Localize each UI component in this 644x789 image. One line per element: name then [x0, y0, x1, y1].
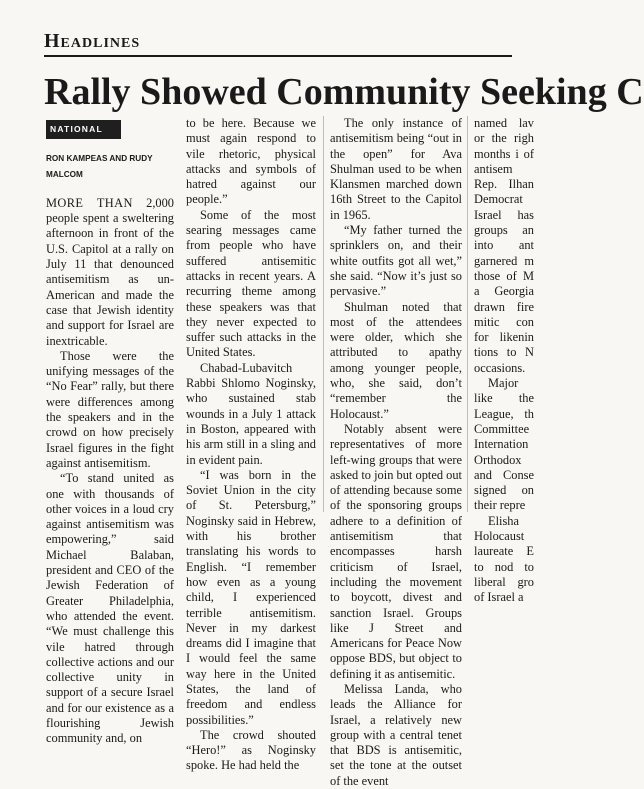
article-paragraph: to be here. Because we must again respond to vile rhetoric, physical attacks and symbols of hatred against our people.”	[186, 116, 316, 207]
article-paragraph: Elisha Holocaust laureate E to nod to liberal gro of Israel a	[474, 513, 534, 605]
article-paragraph: Shulman noted that most of the attendees were older, which she attributed to apathy among younger people, who, she said, don’t “remember the Holocaust.”	[330, 299, 462, 421]
article-paragraph: Chabad-Lubavitch Rabbi Shlomo Noginsky, who sustained stab wounds in a July 1 attack in Boston, appeared with his arm still in a sling and in evident pain.	[186, 360, 316, 467]
lead-in: MORE THAN	[46, 195, 133, 210]
category-label: NATIONAL	[46, 120, 121, 139]
article-column-3	[330, 116, 462, 788]
article-paragraph: “My father turned the sprinklers on, and their white outfits got all wet,” she said. “Now it’s just so pervasive.”	[330, 223, 462, 299]
article-paragraph: Those were the unifying messages of the “No Fear” rally, but there were differences among the speakers and in the crowd on how precisely Israel figures in the fight against antisemitism.	[46, 348, 174, 470]
article-column-2	[186, 116, 316, 773]
article-paragraph: named lav or the righ months i of antisem Rep. Ilhan Democrat Israel has groups an into ant garnered m those of M a Georgia drawn fire mitic con for likenin tions to N occasions.	[474, 116, 534, 375]
article-paragraph: Melissa Landa, who leads the Alliance for Israel, a relatively new group with a central tenet that BDS is antisemitic, set the tone at the outset of the event	[330, 681, 462, 788]
article-paragraph: Some of the most searing messages came from people who have suffered antisemitic attacks in recent years. A recurring theme among these speakers was that they never expected to suffer such attacks in the United States.	[186, 207, 316, 360]
article-paragraph: The only instance of antisemitism being “out in the open” for Ava Shulman used to be when Klansmen marched down 16th Street to the Capitol in 1965.	[330, 116, 462, 222]
article-column-4	[474, 116, 534, 605]
column-divider	[467, 116, 468, 512]
article-paragraph: The crowd shouted “Hero!” as Noginsky spoke. He had held the	[186, 727, 316, 773]
article-paragraph: Notably absent were representatives of more left-wing groups that were asked to join but opted out of attending because some of the sponsoring groups adhere to a definition of antisemitism that encompasses harsh criticism of Israel, including the movement to boycott, divest and sanction Israel. Groups like J Street and Americans for Peace Now oppose BDS, but object to defining it as antisemitic.	[330, 421, 462, 681]
article-column-1	[46, 120, 174, 746]
article-paragraph: Major like the League, th Committee Internation Orthodox and Conse signed on their repre	[474, 376, 534, 513]
section-rule	[44, 55, 512, 57]
column-divider	[323, 116, 324, 512]
article-paragraph: “To stand united as one with thousands of other voices in a loud cry against antisemitism was empowering,” said Michael Balaban, president and CEO of the Jewish Federation of Greater Philadelphia, who attended the event. “We must challenge this vile hatred through collective actions and our collective unity in support of a secure Israel and for our existence as a flourishing Jewish community and, on	[46, 471, 174, 746]
byline: RON KAMPEAS AND RUDY MALCOM	[46, 154, 153, 179]
section-title: Headlines	[44, 30, 141, 52]
article-paragraph: “I was born in the Soviet Union in the city of St. Petersburg,” Noginsky said in Hebrew, with his brother translating his words to English. “I remember how even as a young child, I experienced terrible antisemitism. Never in my darkest dreams did I imagine that I would feel the same way here in the United States, the land of freedom and endless possibilities.”	[186, 467, 316, 727]
headline: Rally Showed Community Seeking C	[44, 71, 644, 113]
lead-text: 2,000 people spent a sweltering afternoon in front of the U.S. Capitol at a rally on July 11 that denounced antisemitism as un-American and made the case that Jewish identity and support for Israel are inextricable.	[46, 195, 174, 348]
article-paragraph	[46, 196, 174, 349]
